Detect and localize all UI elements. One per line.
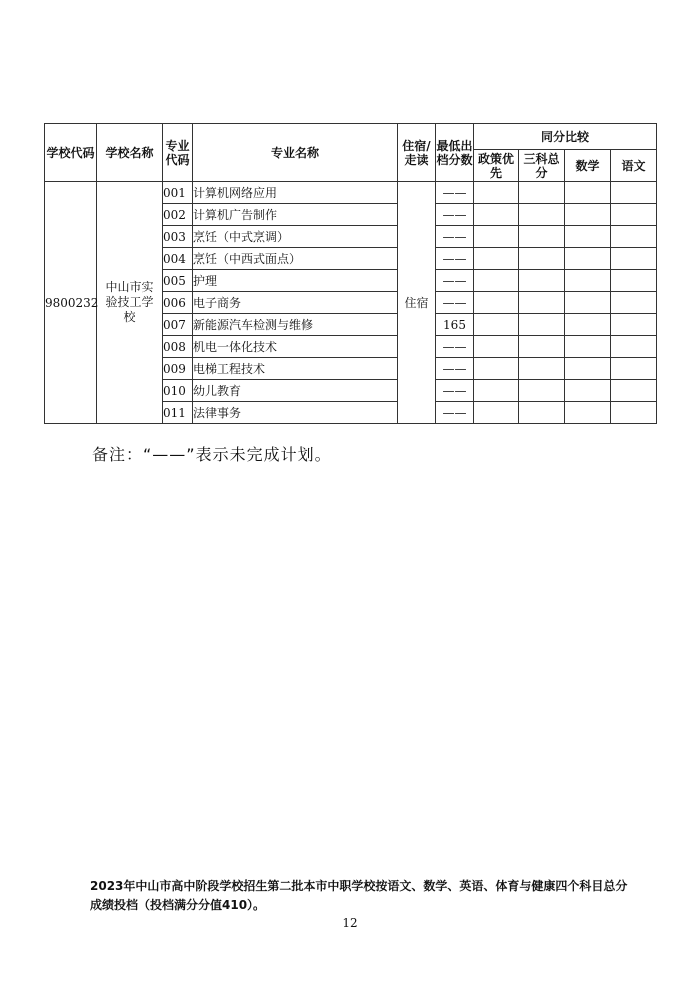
major-code-cell: 007 [163, 314, 193, 336]
major-code-cell: 005 [163, 270, 193, 292]
min-score-cell: —— [436, 336, 474, 358]
note: 备注：“——”表示未完成计划。 [92, 445, 332, 464]
min-score-cell: —— [436, 270, 474, 292]
admission-table [44, 123, 657, 424]
header-tie-break: 同分比较 [474, 124, 657, 150]
math-cell [565, 358, 611, 380]
three-subject-total-cell [519, 226, 565, 248]
three-subject-total-cell [519, 402, 565, 424]
major-code-cell: 008 [163, 336, 193, 358]
header-min-score: 最低出档分数 [436, 124, 474, 182]
math-cell [565, 402, 611, 424]
policy-priority-cell [474, 248, 519, 270]
chinese-cell [611, 182, 657, 204]
three-subject-total-cell [519, 270, 565, 292]
min-score-cell: —— [436, 182, 474, 204]
major-code-cell: 001 [163, 182, 193, 204]
major-name-cell: 烹饪（中式烹调） [193, 226, 398, 248]
chinese-cell [611, 336, 657, 358]
policy-priority-cell [474, 292, 519, 314]
min-score-cell: —— [436, 292, 474, 314]
major-code-cell: 009 [163, 358, 193, 380]
math-cell [565, 380, 611, 402]
major-name-cell: 电梯工程技术 [193, 358, 398, 380]
three-subject-total-cell [519, 314, 565, 336]
major-name-cell: 幼儿教育 [193, 380, 398, 402]
header-chinese: 语文 [611, 150, 657, 182]
major-code-cell: 002 [163, 204, 193, 226]
header-school-name: 学校名称 [97, 124, 163, 182]
major-code-cell: 011 [163, 402, 193, 424]
three-subject-total-cell [519, 336, 565, 358]
chinese-cell [611, 402, 657, 424]
chinese-cell [611, 226, 657, 248]
header-three-subject-total: 三科总分 [519, 150, 565, 182]
header-major-name: 专业名称 [193, 124, 398, 182]
three-subject-total-cell [519, 248, 565, 270]
chinese-cell [611, 314, 657, 336]
chinese-cell [611, 292, 657, 314]
major-name-cell: 机电一体化技术 [193, 336, 398, 358]
header-math: 数学 [565, 150, 611, 182]
major-code-cell: 004 [163, 248, 193, 270]
major-code-cell: 003 [163, 226, 193, 248]
chinese-cell [611, 248, 657, 270]
min-score-cell: —— [436, 358, 474, 380]
three-subject-total-cell [519, 292, 565, 314]
policy-priority-cell [474, 314, 519, 336]
min-score-cell: 165 [436, 314, 474, 336]
chinese-cell [611, 270, 657, 292]
header-row-1 [45, 124, 657, 150]
major-name-cell: 计算机网络应用 [193, 182, 398, 204]
policy-priority-cell [474, 204, 519, 226]
policy-priority-cell [474, 380, 519, 402]
boarding-cell: 住宿 [398, 182, 436, 424]
table-row [45, 182, 657, 204]
min-score-cell: —— [436, 204, 474, 226]
math-cell [565, 336, 611, 358]
min-score-cell: —— [436, 402, 474, 424]
math-cell [565, 204, 611, 226]
chinese-cell [611, 358, 657, 380]
major-name-cell: 护理 [193, 270, 398, 292]
header-policy-priority: 政策优先 [474, 150, 519, 182]
policy-priority-cell [474, 402, 519, 424]
major-name-cell: 电子商务 [193, 292, 398, 314]
three-subject-total-cell [519, 380, 565, 402]
chinese-cell [611, 380, 657, 402]
min-score-cell: —— [436, 226, 474, 248]
policy-priority-cell [474, 270, 519, 292]
major-name-cell: 法律事务 [193, 402, 398, 424]
header-school-code: 学校代码 [45, 124, 97, 182]
policy-priority-cell [474, 226, 519, 248]
major-name-cell: 新能源汽车检测与维修 [193, 314, 398, 336]
math-cell [565, 226, 611, 248]
school-name-cell: 中山市实验技工学校 [97, 182, 163, 424]
math-cell [565, 292, 611, 314]
table-body [45, 182, 657, 424]
major-name-cell: 烹饪（中西式面点） [193, 248, 398, 270]
math-cell [565, 248, 611, 270]
policy-priority-cell [474, 182, 519, 204]
three-subject-total-cell [519, 182, 565, 204]
math-cell [565, 182, 611, 204]
header-boarding: 住宿/走读 [398, 124, 436, 182]
math-cell [565, 314, 611, 336]
major-code-cell: 006 [163, 292, 193, 314]
chinese-cell [611, 204, 657, 226]
header-major-code: 专业代码 [163, 124, 193, 182]
footer-text: 2023年中山市高中阶段学校招生第二批本市中职学校按语文、数学、英语、体育与健康四个科目总分成绩投档（投档满分分值410）。 [90, 879, 628, 912]
major-name-cell: 计算机广告制作 [193, 204, 398, 226]
policy-priority-cell [474, 336, 519, 358]
policy-priority-cell [474, 358, 519, 380]
min-score-cell: —— [436, 248, 474, 270]
major-code-cell: 010 [163, 380, 193, 402]
min-score-cell: —— [436, 380, 474, 402]
math-cell [565, 270, 611, 292]
school-code-cell: 9800232 [45, 182, 97, 424]
page-number: 12 [342, 916, 358, 930]
three-subject-total-cell [519, 204, 565, 226]
three-subject-total-cell [519, 358, 565, 380]
